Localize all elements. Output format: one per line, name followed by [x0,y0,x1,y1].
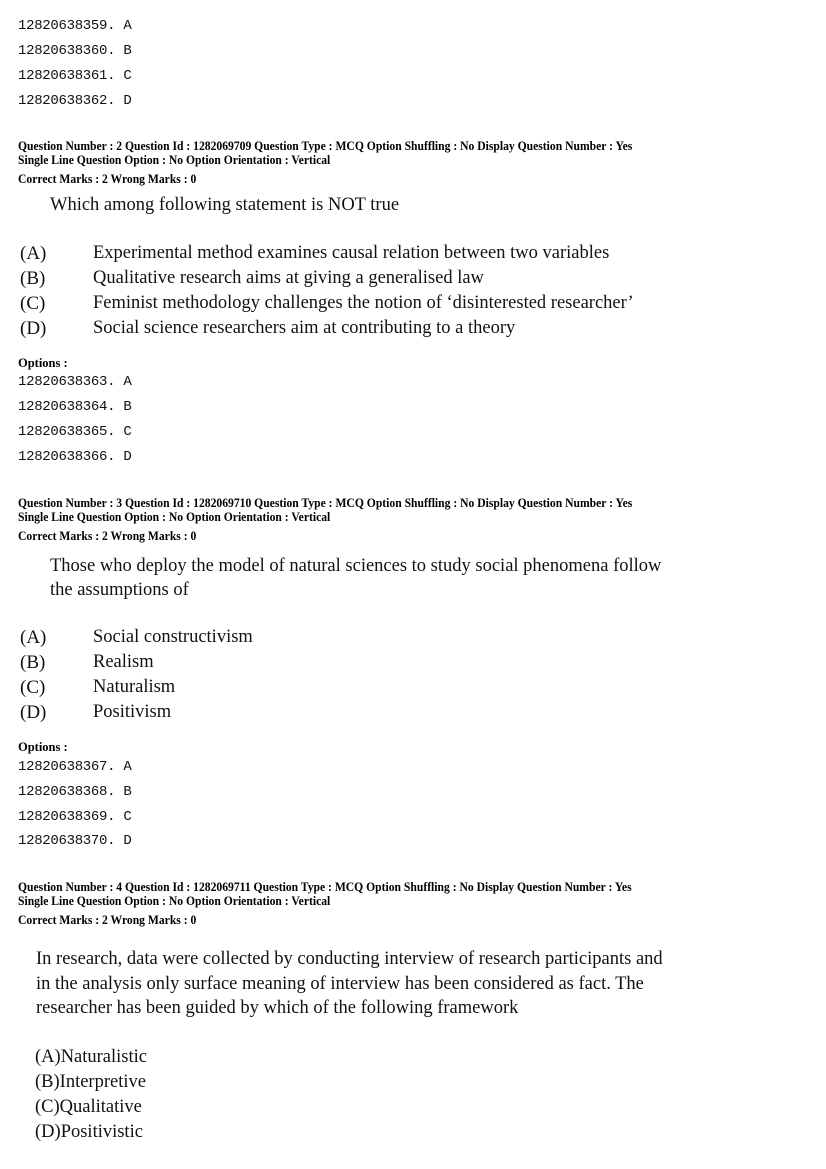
option-label: (B) [35,1072,60,1092]
option-text: Qualitative research aims at giving a generalised law [93,268,484,288]
question-text: Which among following statement is NOT true [50,195,400,215]
option-id: 12820638365. C [18,424,132,440]
question-text: the assumptions of [50,580,189,600]
option-label: (A) [20,627,47,648]
option-text: Qualitative [59,1097,142,1117]
option-text: Realism [93,652,154,672]
question-meta: Single Line Question Option : No Option Orientation : Vertical [18,510,331,524]
question-text: in the analysis only surface meaning of interview has been considered as fact. The [36,974,644,994]
option [35,1072,146,1093]
option-text: Feminist methodology challenges the notion of ‘disinterested researcher’ [93,293,634,313]
option-id: 12820638366. D [18,449,132,465]
option-id: 12820638364. B [18,399,132,415]
option-label: (A) [35,1047,61,1067]
option-id: 12820638370. D [18,833,132,849]
question-meta: Question Number : 4 Question Id : 1282069711 Question Type : MCQ Option Shuffling : No Display Question Number : Yes [18,880,632,894]
question-text: In research, data were collected by conducting interview of research participants and [36,949,663,969]
question-meta: Single Line Question Option : No Option Orientation : Vertical [18,153,331,167]
option-id: 12820638369. C [18,809,132,825]
question-meta: Question Number : 3 Question Id : 1282069710 Question Type : MCQ Option Shuffling : No Display Question Number : Yes [18,496,633,510]
option-id: 12820638359. A [18,18,132,34]
question-marks: Correct Marks : 2 Wrong Marks : 0 [18,529,197,543]
option-text: Naturalism [93,677,176,697]
option-text: Positivism [93,702,172,722]
option-text: Social constructivism [93,627,253,647]
option-text: Social science researchers aim at contributing to a theory [93,318,516,338]
option-label: (D) [20,702,47,723]
question-marks: Correct Marks : 2 Wrong Marks : 0 [18,172,197,186]
option-label: (C) [20,293,46,314]
option-label: (D) [35,1122,61,1142]
option [35,1122,143,1143]
option-label: (C) [20,677,46,698]
option-id: 12820638367. A [18,759,132,775]
option-label: (C) [35,1097,60,1117]
option [35,1097,142,1118]
question-meta: Single Line Question Option : No Option Orientation : Vertical [18,894,331,908]
option [35,1047,147,1068]
option-text: Interpretive [59,1072,146,1092]
option-text: Experimental method examines causal relation between two variables [93,243,610,263]
option-text: Naturalistic [60,1047,147,1067]
option-label: (D) [20,318,47,339]
question-marks: Correct Marks : 2 Wrong Marks : 0 [18,913,197,927]
option-id: 12820638363. A [18,374,132,390]
question-text: researcher has been guided by which of the following framework [36,998,519,1018]
option-id: 12820638360. B [18,43,132,59]
options-heading: Options : [18,740,68,754]
question-meta: Question Number : 2 Question Id : 1282069709 Question Type : MCQ Option Shuffling : No Display Question Number : Yes [18,139,633,153]
option-id: 12820638361. C [18,68,132,84]
option-id: 12820638368. B [18,784,132,800]
option-label: (B) [20,268,46,289]
option-label: (B) [20,652,46,673]
option-text: Positivistic [60,1122,143,1142]
options-heading: Options : [18,356,68,370]
question-text: Those who deploy the model of natural sciences to study social phenomena follow [50,556,662,576]
option-id: 12820638362. D [18,93,132,109]
option-label: (A) [20,243,47,264]
